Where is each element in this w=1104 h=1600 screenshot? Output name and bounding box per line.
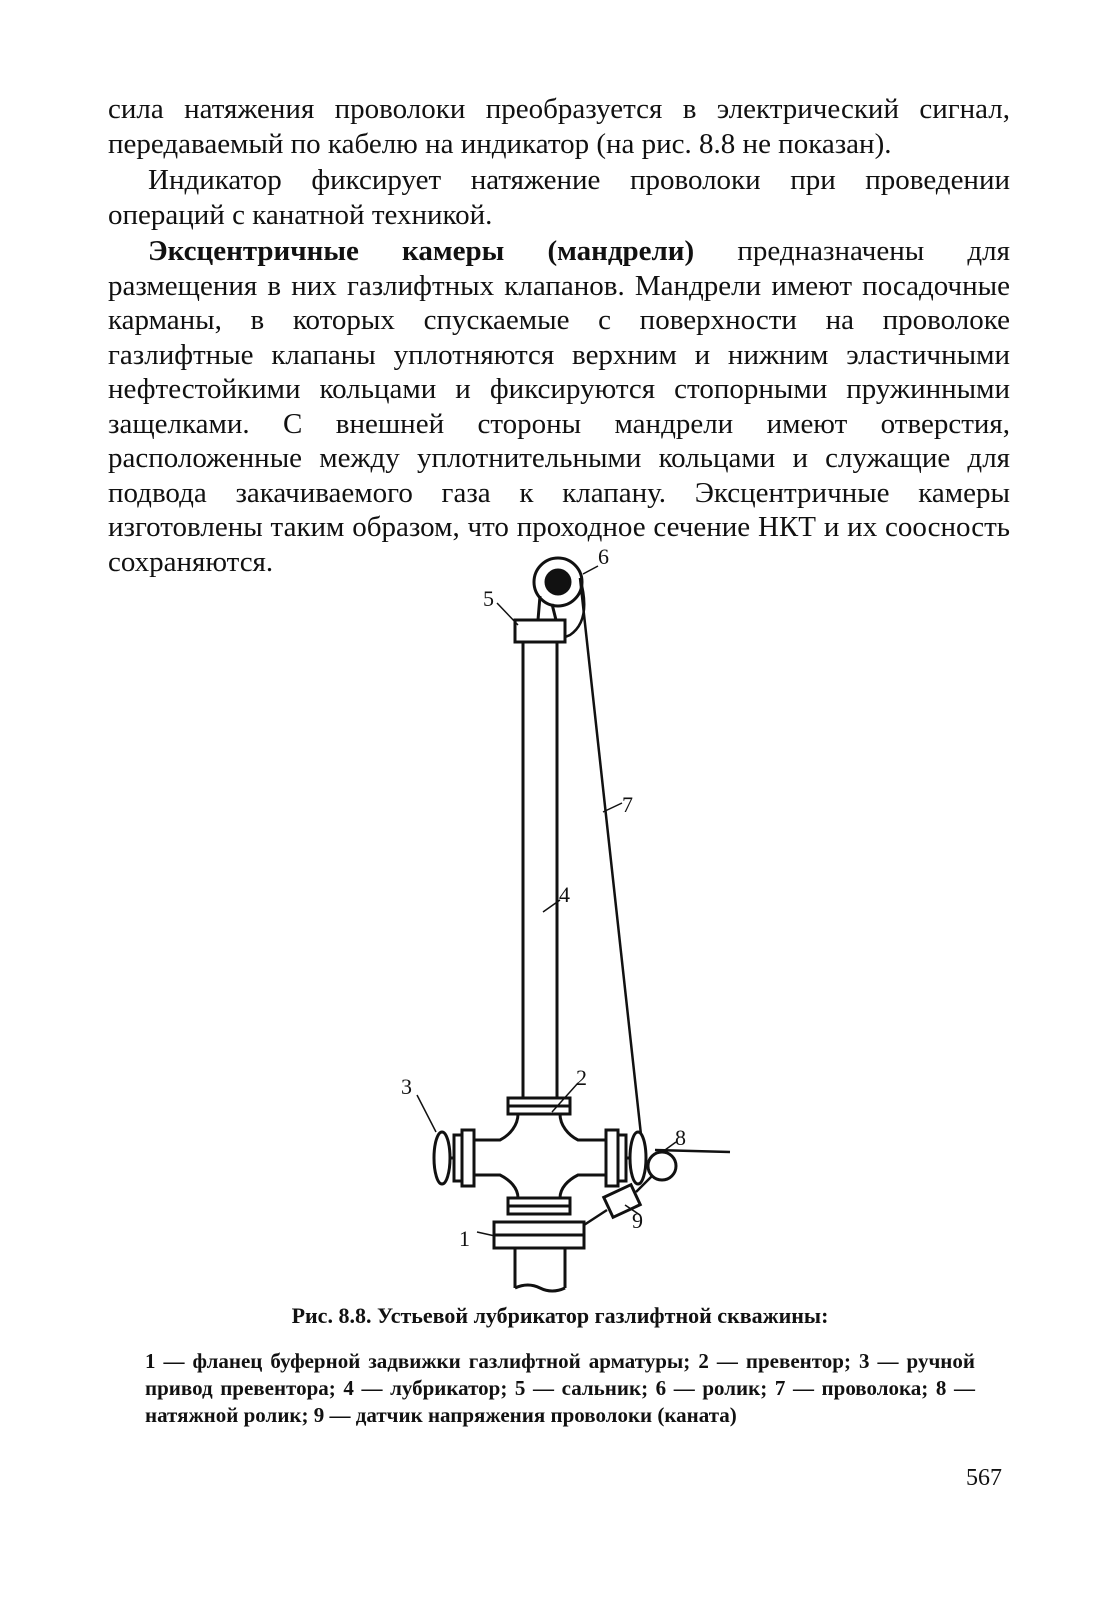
tension-roller (648, 1152, 676, 1180)
left-flange (462, 1130, 474, 1186)
right-flange (606, 1130, 618, 1186)
label-7: 7 (622, 792, 633, 817)
term-mandrels: Эксцентричные камеры (мандрели) (148, 235, 695, 267)
left-flange-outer (454, 1135, 462, 1181)
lower-pipe (515, 1248, 565, 1291)
stuffing-box (515, 620, 565, 642)
label-2: 2 (576, 1065, 587, 1090)
handwheel-left-rim (434, 1132, 450, 1184)
lubricator-pipe (523, 626, 557, 1098)
wire (580, 578, 643, 1153)
handwheel-right-rim (630, 1132, 646, 1184)
label-3: 3 (401, 1074, 412, 1099)
right-flange-outer (618, 1135, 626, 1181)
paragraph-2: Индикатор фиксирует натяжение проволоки при проведении операций с канатной техникой. (108, 164, 1010, 231)
preventer-body (472, 1114, 610, 1198)
label-1: 1 (459, 1226, 470, 1251)
paragraph-1: сила натяжения проволоки преобразуется в электрический сигнал, передаваемый по кабелю на индикатор (на рис. 8.8 не показан). (108, 93, 1010, 160)
paragraph-3-text: предназначены для размещения в них газлифтных клапанов. Мандрели имеют посадочные карманы, в которых спускаемые с поверхности на проволоке газлифтные клапаны уплотняются верхним и нижним эластичными нефтестойкими кольцами и фиксируются стопорными пружинными защелками. С внешней стороны мандрели имеют отверстия, расположенные между уплотнительными кольцами и служащие для подвода закачиваемого газа к клапану. Эксцентричные камеры изготовлены таким образом, что проходное сечение НКТ и их соосность сохраняются. (108, 235, 1010, 578)
sheave-bracket (538, 596, 556, 620)
page-number: 567 (966, 1465, 1002, 1491)
sheave-hub (546, 570, 570, 594)
label-4: 4 (559, 882, 570, 907)
figure-legend: 1 — фланец буферной задвижки газлифтной арматуры; 2 — превентор; 3 — ручной привод превентора; 4 — лубрикатор; 5 — сальник; 6 — ролик; 7 — проволока; 8 — натяжной ролик; 9 — датчик напряжения проволоки (каната) (145, 1349, 975, 1427)
label-6: 6 (598, 544, 609, 569)
label-8: 8 (675, 1125, 686, 1150)
figure-caption: Рис. 8.8. Устьевой лубрикатор газлифтной скважины: (291, 1303, 829, 1328)
label-5: 5 (483, 586, 494, 611)
label-9: 9 (632, 1208, 643, 1233)
